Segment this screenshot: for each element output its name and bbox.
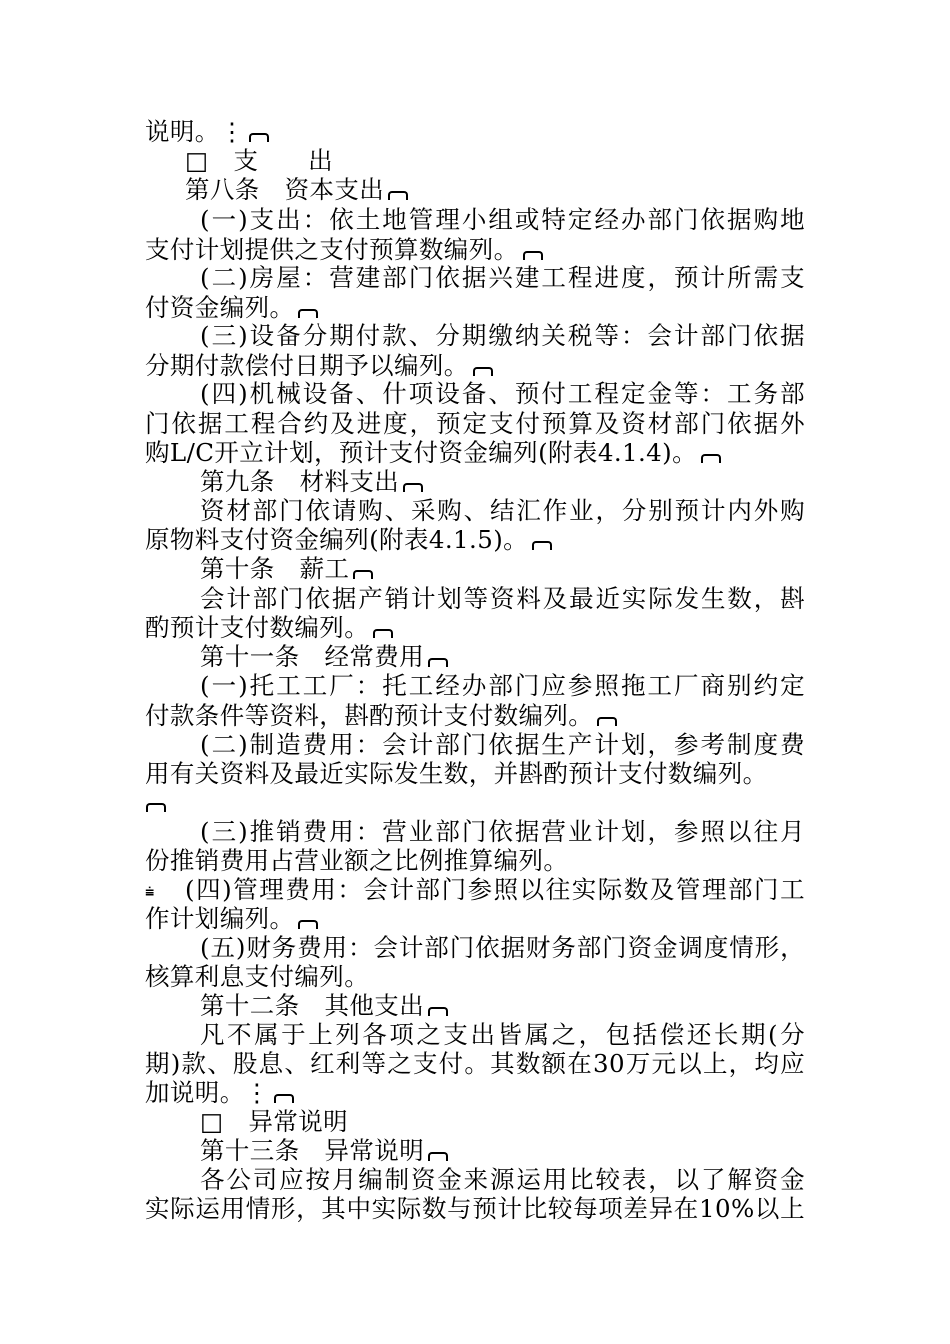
- text-line: (二)房屋：营建部门依据兴建工程进度，预计所需支: [200, 263, 805, 292]
- text-line: 核算利息支付编列。: [145, 962, 370, 991]
- paragraph-mark-icon: [428, 1152, 448, 1161]
- side-mark-icon: ⩧: [145, 882, 155, 901]
- section-heading-exception: □ 异常说明: [200, 1107, 349, 1136]
- text-line: 会计部门依据产销计划等资料及最近实际发生数，斟: [200, 584, 805, 613]
- paragraph-mark-icon: [532, 541, 552, 550]
- text-line: 各公司应按月编制资金来源运用比较表，以了解资金: [200, 1165, 805, 1194]
- text-line: 加说明。⋮: [145, 1077, 294, 1109]
- text-line: 酌预计支付数编列。: [145, 612, 393, 644]
- paragraph-mark-icon: [298, 920, 318, 929]
- paragraph-mark-icon: [274, 1094, 294, 1103]
- text-line: (四)机械设备、什项设备、预付工程定金等：工务部: [200, 379, 805, 408]
- section-heading-expenditure: □ 支 出: [185, 146, 334, 175]
- paragraph-mark-icon: [428, 1007, 448, 1016]
- paragraph-mark-icon: [428, 658, 448, 667]
- text-line: 实际运用情形，其中实际数与预计比较每项差异在10%以上: [145, 1194, 805, 1223]
- text-line: 作计划编列。: [145, 903, 318, 935]
- paragraph-mark-icon: [701, 454, 721, 463]
- paragraph-mark-icon: [597, 717, 617, 726]
- paragraph-mark-icon: [146, 803, 166, 812]
- text-line: 付资金编列。: [145, 292, 318, 324]
- article-11-heading: 第十一条 经常费用: [200, 641, 448, 673]
- text-line: 付款条件等资料，斟酌预计支付数编列。: [145, 700, 617, 732]
- text-line: 用有关资料及最近实际发生数，并斟酌预计支付数编列。: [145, 759, 768, 788]
- text-line: (五)财务费用：会计部门依据财务部门资金调度情形，: [200, 933, 805, 962]
- article-8-heading: 第八条 资本支出: [185, 174, 408, 206]
- text-line: 原物料支付资金编列(附表4.1.5)。: [145, 524, 552, 556]
- text-line: 说明。⋮: [145, 116, 269, 148]
- text-line: 份推销费用占营业额之比例推算编列。: [145, 846, 569, 875]
- text-line: (四)管理费用：会计部门参照以往实际数及管理部门工: [185, 875, 805, 904]
- article-10-heading: 第十条 薪工: [200, 553, 373, 585]
- paragraph-mark-icon: [373, 629, 393, 638]
- text-line: (三)推销费用：营业部门依据营业计划，参照以往月: [200, 817, 805, 846]
- paragraph-mark-icon: [473, 367, 493, 376]
- paragraph-mark-icon: [403, 483, 423, 492]
- article-13-heading: 第十三条 异常说明: [200, 1135, 448, 1167]
- paragraph-mark-icon: [523, 251, 543, 260]
- text-line: 凡不属于上列各项之支出皆属之，包括偿还长期(分: [200, 1020, 805, 1049]
- article-12-heading: 第十二条 其他支出: [200, 990, 448, 1022]
- text-line: 门依据工程合约及进度，预定支付预算及资材部门依据外: [145, 409, 805, 438]
- text-line: 支付计划提供之支付预算数编列。: [145, 234, 543, 266]
- text-line: (二)制造费用：会计部门依据生产计划，参考制度费: [200, 730, 805, 759]
- paragraph-mark-icon: [353, 570, 373, 579]
- text-line: 购L/C开立计划，预计支付资金编列(附表4.1.4)。: [145, 437, 721, 469]
- text-line: (三)设备分期付款、分期缴纳关税等：会计部门依据: [200, 321, 805, 350]
- paragraph-mark-icon: [298, 309, 318, 318]
- text-line: (一)托工工厂：托工经办部门应参照拖工厂商别约定: [200, 671, 805, 700]
- text-line: 分期付款偿付日期予以编列。: [145, 350, 493, 382]
- text-line: 资材部门依请购、采购、结汇作业，分别预计内外购: [200, 496, 805, 525]
- text-line: 期)款、股息、红利等之支付。其数额在30万元以上，均应: [145, 1049, 805, 1078]
- paragraph-mark-icon: [388, 191, 408, 200]
- text-line: (一)支出：依土地管理小组或特定经办部门依据购地: [200, 205, 805, 234]
- article-9-heading: 第九条 材料支出: [200, 466, 423, 498]
- paragraph-mark-icon: [249, 133, 269, 142]
